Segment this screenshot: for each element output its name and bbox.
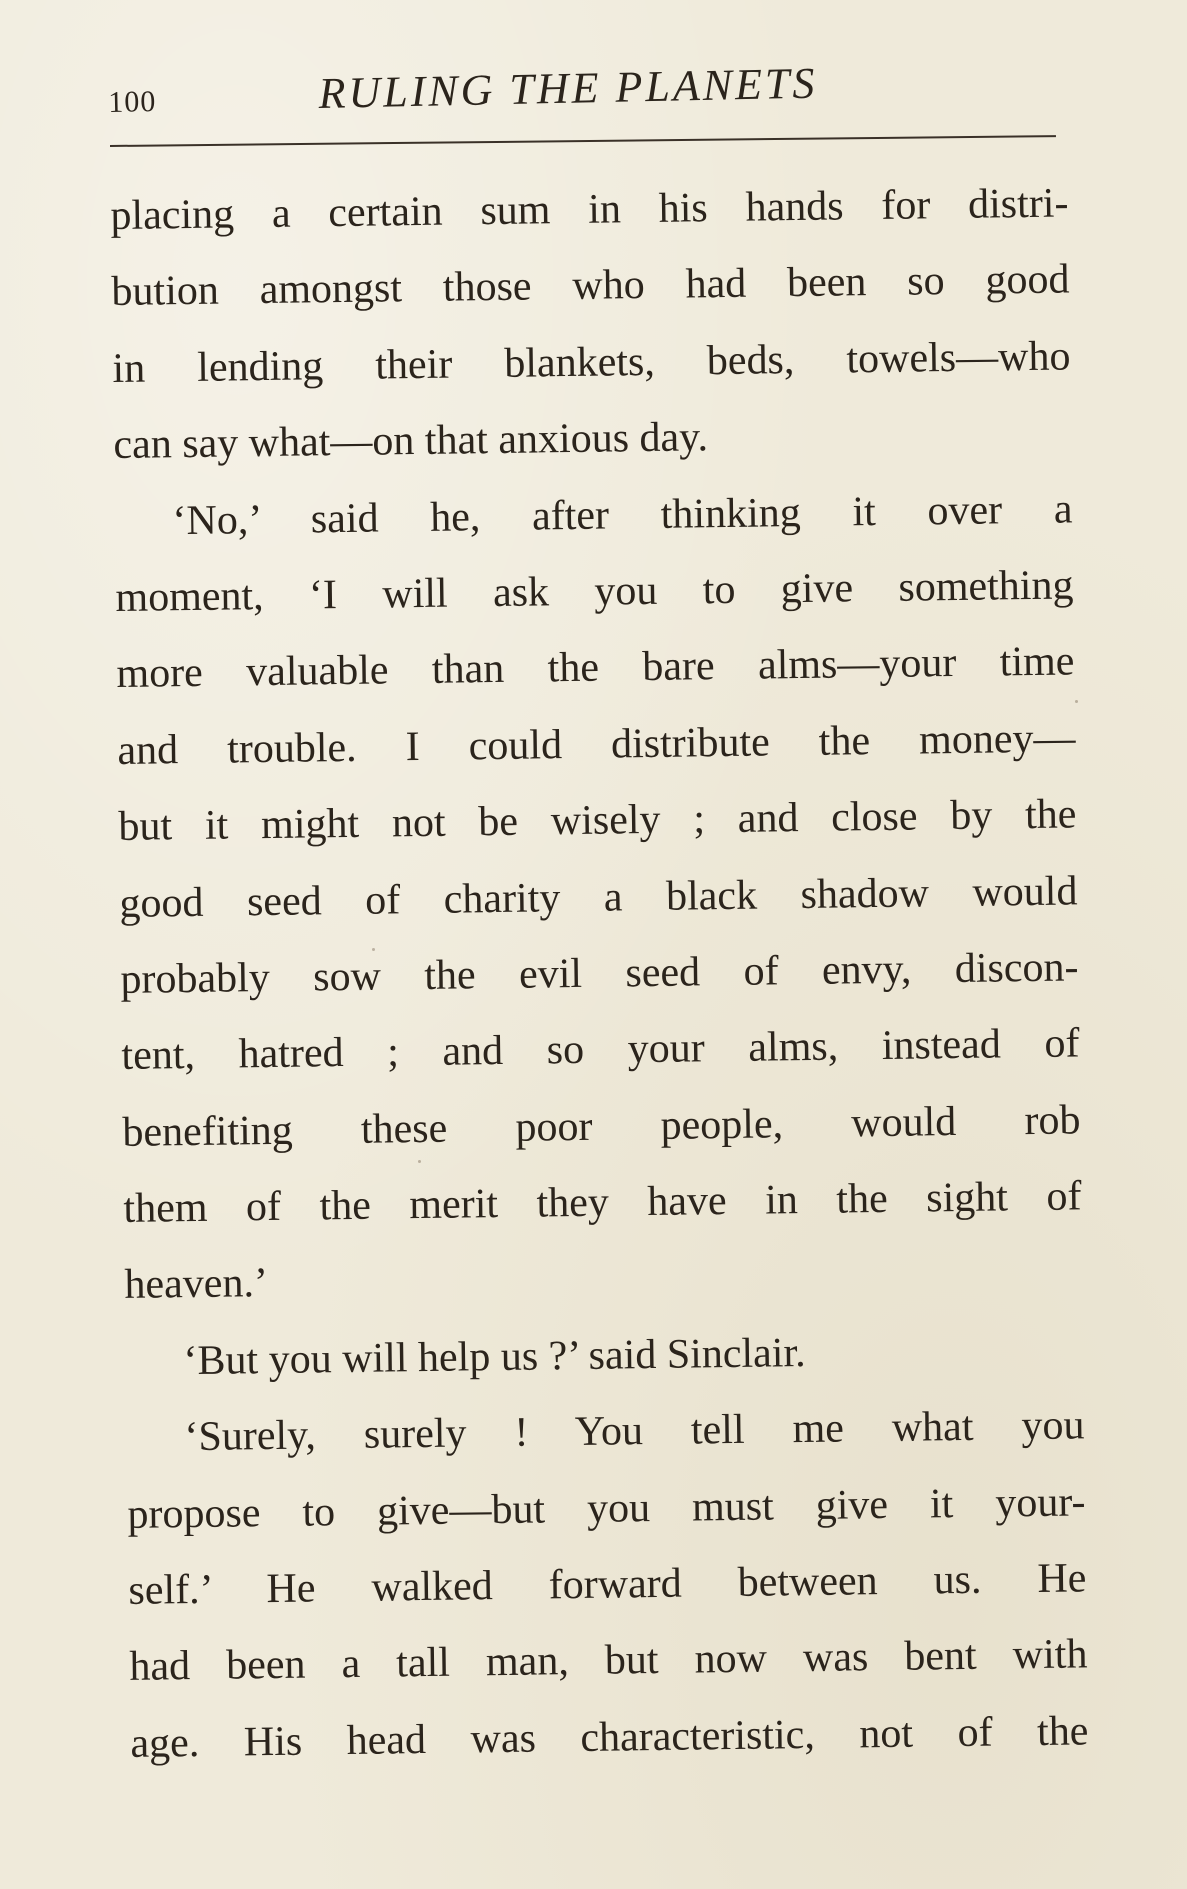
text-line: them of the merit they have in the sight of [123, 1173, 1082, 1232]
body-text [110, 165, 1111, 1782]
page-number: 100 [108, 84, 157, 119]
text-line: good seed of charity a black shadow would [119, 867, 1078, 927]
text-line: ‘But you will help us ?’ said Sinclair. [183, 1329, 806, 1384]
text-line: age. His head was characteristic, not of the [130, 1708, 1089, 1767]
running-title: RULING THE PLANETS [318, 58, 818, 118]
text-line: more valuable than the bare alms—your time [116, 638, 1075, 698]
text-line: had been a tall man, but now was bent with [129, 1631, 1088, 1691]
text-line: ‘Surely, surely ! You tell me what you [184, 1402, 1085, 1461]
text-line: in lending their blankets, beds, towels—who [112, 333, 1071, 392]
text-line: probably sow the evil seed of envy, discon- [120, 944, 1079, 1003]
running-head [0, 0, 1187, 170]
text-line: and trouble. I could distribute the money— [117, 715, 1076, 774]
text-line: heaven.’ [124, 1260, 269, 1309]
header-rule [110, 135, 1056, 147]
text-line: benefiting these poor people, would rob [122, 1097, 1081, 1156]
text-line: placing a certain sum in his hands for distri- [110, 180, 1069, 239]
text-line: tent, hatred ; and so your alms, instead of [121, 1020, 1080, 1080]
text-line: bution amongst those who had been so good [111, 256, 1070, 316]
text-line: moment, ‘I will ask you to give something [115, 562, 1074, 621]
paper-speck [372, 948, 375, 951]
text-line: propose to give—but you must give it your- [127, 1478, 1086, 1538]
paper-speck [1075, 700, 1078, 703]
paper-speck [418, 1160, 421, 1163]
text-line: but it might not be wisely ; and close by the [118, 791, 1077, 851]
text-line: can say what—on that anxious day. [113, 414, 709, 469]
text-line: self.’ He walked forward between us. He [128, 1555, 1087, 1614]
text-line: ‘No,’ said he, after thinking it over a [172, 485, 1073, 544]
